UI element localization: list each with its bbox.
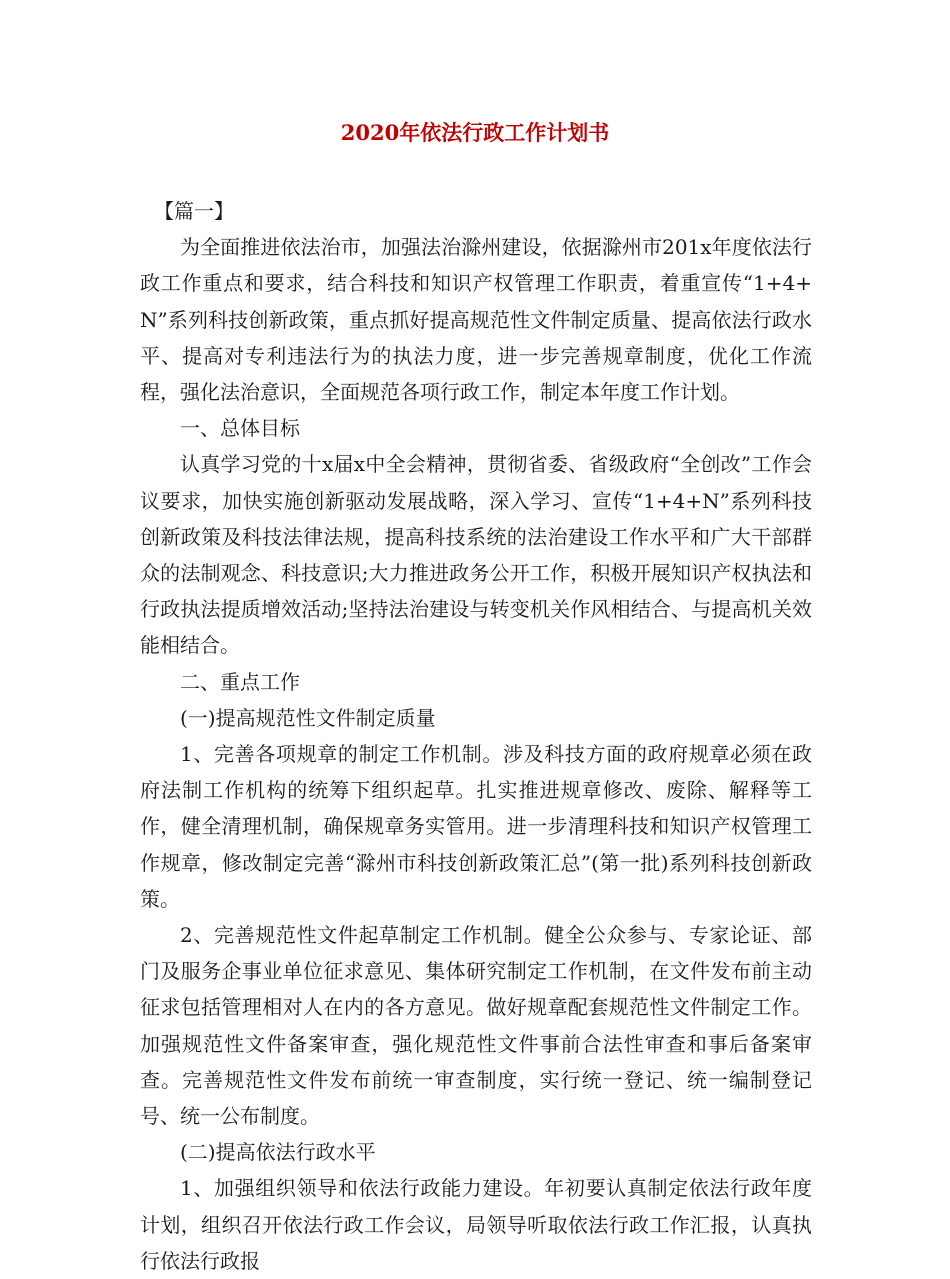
paragraph-item-3: 1、加强组织领导和依法行政能力建设。年初要认真制定依法行政年度计划，组织召开依法行政工作会议，局领导听取依法行政工作汇报，认真执行依法行政报 bbox=[140, 1176, 812, 1273]
document-title: 2020年依法行政工作计划书 bbox=[340, 120, 610, 145]
paragraph-intro: 为全面推进依法治市，加强法治滁州建设，依据滁州市201x年度依法行政工作重点和要求，结合科技和知识产权管理工作职责，着重宣传“1+4+N”系列科技创新政策，重点抓好提高规范性文件制定质量、提高依法行政水平、提高对专利违法行为的执法力度，进一步完善规章制度，优化工作流程，强化法治意识，全面规范各项行政工作，制定本年度工作计划。 bbox=[140, 235, 812, 405]
paragraph-item-2: 2、完善规范性文件起草制定工作机制。健全公众参与、专家论证、部门及服务企事业单位征求意见、集体研究制定工作机制，在文件发布前主动征求包括管理相对人在内的各方意见。做好规章配套规范性文件制定工作。加强规范性文件备案审查，强化规范性文件事前合法性审查和事后备案审查。完善规范性文件发布前统一审查制度，实行统一登记、统一编制登记号、统一公布制度。 bbox=[140, 923, 812, 1129]
section-mark: 【篇一】 bbox=[154, 199, 234, 223]
paragraph-item-1: 1、完善各项规章的制定工作机制。涉及科技方面的政府规章必须在政府法制工作机构的统筹下组织起草。扎实推进规章修改、废除、解释等工作，健全清理机制，确保规章务实管用。进一步清理科技和知识产权管理工作规章，修改制定完善“滁州市科技创新政策汇总”(第一批)系列科技创新政策。 bbox=[140, 742, 812, 911]
heading-key-work: 二、重点工作 bbox=[180, 669, 300, 694]
subheading-document-quality: (一)提高规范性文件制定质量 bbox=[180, 705, 436, 730]
document-body bbox=[140, 193, 812, 1279]
heading-overall-goal: 一、总体目标 bbox=[180, 416, 300, 441]
paragraph-overall-goal: 认真学习党的十x届x中全会精神，贯彻省委、省级政府“全创改”工作会议要求，加快实施创新驱动发展战略，深入学习、宣传“1+4+N”系列科技创新政策及科技法律法规，提高科技系统的法治建设工作水平和广大干部群众的法制观念、科技意识;大力推进政务公开工作，积极开展知识产权执法和行政执法提质增效活动;坚持法治建设与转变机关作风相结合、与提高机关效能相结合。 bbox=[140, 452, 812, 658]
subheading-admin-level: (二)提高依法行政水平 bbox=[180, 1140, 376, 1165]
